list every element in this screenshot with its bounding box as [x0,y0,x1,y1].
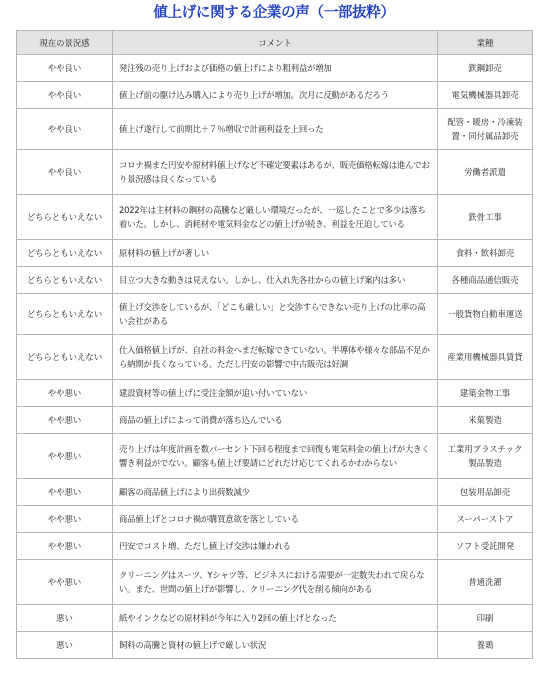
condition-cell: どちらともいえない [17,335,113,380]
condition-cell: どちらともいえない [17,267,113,294]
condition-cell: 悪い [17,632,113,659]
comment-cell: コロナ禍また円安や原材料値上げなど不確定要素はあるが、販売価格転嫁は進んでおり景況感は良くなっている [113,150,438,195]
industry-cell: 養鶏 [438,632,533,659]
table-row [17,55,533,82]
comment-cell: 商品の値上げによって消費が落ち込んでいる [113,407,438,434]
industry-cell: 普通洗濯 [438,560,533,605]
condition-cell: 悪い [17,605,113,632]
comment-cell: 仕入価格値上げが、自社の料金へまだ転嫁できていない。半導体や様々な部品不足から納期が長くなっている。ただし円安の影響で中古販売は好調 [113,335,438,380]
comment-cell: 建設資材等の値上げに受注金額が追い付いていない [113,380,438,407]
comment-cell: 商品値上げとコロナ禍が購買意欲を落としている [113,506,438,533]
industry-cell: 工業用プラスチック製品製造 [438,434,533,479]
comment-cell: 原材料の値上げが著しい [113,240,438,267]
condition-cell: やや良い [17,55,113,82]
comment-cell: 顧客の商品値上げにより出荷数減少 [113,479,438,506]
industry-cell: 鉄鋼卸売 [438,55,533,82]
industry-cell: ソフト受託開発 [438,533,533,560]
condition-cell: やや良い [17,82,113,109]
condition-cell: やや悪い [17,560,113,605]
table-row [17,533,533,560]
table-row [17,267,533,294]
condition-cell: やや悪い [17,434,113,479]
industry-cell: 労働者派遣 [438,150,533,195]
table-row [17,150,533,195]
table-row [17,506,533,533]
comment-cell: 目立つ大きな動きは見えない。しかし、仕入れ先各社からの値上げ案内は多い [113,267,438,294]
condition-cell: やや悪い [17,479,113,506]
table-row [17,335,533,380]
comment-cell: クリーニングはスーツ、Yシャツ等、ビジネスにおける需要が一定数失われて戻らない。また、世間の値上げが影響し、クリーニング代を削る傾向がある [113,560,438,605]
industry-cell: 一般貨物自動車運送 [438,294,533,335]
comment-cell: 飼料の高騰と資材の値上げで厳しい状況 [113,632,438,659]
industry-cell: 各種商品通信販売 [438,267,533,294]
page-title: 値上げに関する企業の声（一部抜粋） [153,5,395,21]
industry-cell: 産業用機械器具賃貸 [438,335,533,380]
table-row [17,605,533,632]
industry-cell: スーパーストア [438,506,533,533]
comment-cell: 値上げ交渉をしているが、「どこも厳しい」と交渉すらできない売り上げの比率の高い会社がある [113,294,438,335]
table-row [17,195,533,240]
condition-cell: やや良い [17,150,113,195]
table-row [17,380,533,407]
table-row [17,407,533,434]
industry-cell: 鉄骨工事 [438,195,533,240]
comment-cell: 紙やインクなどの原材料が今年に入り2回の値上げとなった [113,605,438,632]
comment-cell: 円安でコスト増、ただし値上げ交渉は嫌われる [113,533,438,560]
condition-cell: やや良い [17,109,113,150]
condition-cell: やや悪い [17,380,113,407]
industry-cell: 配管・暖房・冷凍装置・同付属品卸売 [438,109,533,150]
table-row [17,632,533,659]
industry-cell: 建築金物工事 [438,380,533,407]
condition-cell: どちらともいえない [17,240,113,267]
comment-cell: 発注残の売り上げおよび価格の値上げにより粗利益が増加 [113,55,438,82]
industry-cell: 米菓製造 [438,407,533,434]
table-row [17,82,533,109]
header-row [17,31,533,55]
condition-cell: やや悪い [17,533,113,560]
comment-cell: 2022年は主材料の鋼材の高騰など厳しい環境だったが、一巡したことで多少は落ち着いた。しかし、消耗材や電気料金などの値上げが続き、利益を圧迫している [113,195,438,240]
header-industry: 業種 [438,31,533,55]
table-row [17,479,533,506]
table-row [17,560,533,605]
industry-cell: 印刷 [438,605,533,632]
comment-cell: 売り上げは年度計画を数パーセント下回る程度まで回復も電気料金の値上げが大きく響き利益がでない。顧客も値上げ要請にどれだけ応じてくれるかわからない [113,434,438,479]
header-comment: コメント [113,31,438,55]
table-row [17,434,533,479]
header-condition: 現在の景況感 [17,31,113,55]
condition-cell: やや悪い [17,407,113,434]
industry-cell: 食料・飲料卸売 [438,240,533,267]
table-row [17,109,533,150]
condition-cell: どちらともいえない [17,294,113,335]
industry-cell: 電気機械器具卸売 [438,82,533,109]
comment-cell: 値上げ前の駆け込み購入により売り上げが増加。次月に反動があるだろう [113,82,438,109]
condition-cell: やや悪い [17,506,113,533]
comment-cell: 値上げ遂行して前期比＋７％増収で計画利益を上回った [113,109,438,150]
table-row [17,240,533,267]
industry-cell: 包装用品卸売 [438,479,533,506]
table-row [17,294,533,335]
condition-cell: どちらともいえない [17,195,113,240]
company-voices-table [16,30,533,659]
